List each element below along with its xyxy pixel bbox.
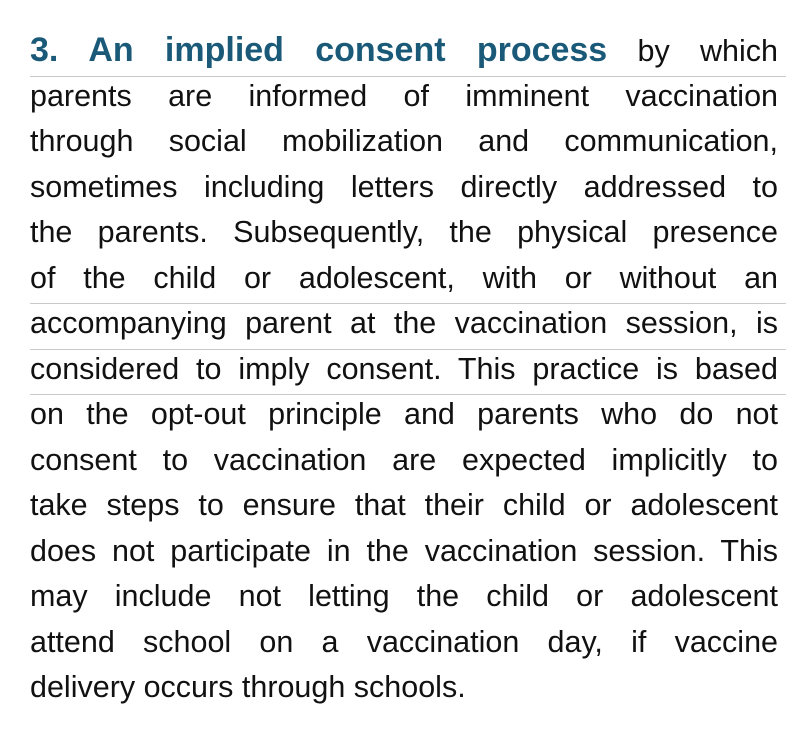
paragraph-line-10: consent to vaccination are expected implicitly to: [30, 442, 778, 477]
paragraph-line-14: attend school on a vaccination day, if vaccine: [30, 624, 778, 659]
paragraph-line-11: take steps to ensure that their child or adolescent: [30, 488, 778, 522]
paragraph-line-1: [30, 28, 778, 74]
paragraph-line-9: on the opt-out principle and parents who do not: [30, 392, 778, 438]
paragraph-line-5: the parents. Subsequently, the physical presence: [30, 215, 778, 249]
paragraph-line-7: accompanying parent at the vaccination session, is: [30, 301, 778, 347]
section-heading: 3. An implied consent process: [30, 31, 608, 69]
paragraph-line-6: of the child or adolescent, with or without an: [30, 260, 778, 295]
paragraph-line-15: delivery occurs through schools.: [30, 670, 466, 704]
paragraph-line-13: may include not letting the child or adolescent: [30, 579, 778, 613]
paragraph-line-3: through social mobilization and communication,: [30, 124, 778, 158]
line-text: by which: [637, 34, 778, 68]
paragraph-line-12: does not participate in the vaccination session. This: [30, 533, 778, 568]
paragraph-line-2: parents are informed of imminent vaccination: [30, 74, 778, 120]
document-excerpt: [30, 28, 778, 711]
paragraph-line-8: considered to imply consent. This practice is based: [30, 347, 778, 393]
paragraph-line-4: sometimes including letters directly addressed to: [30, 169, 778, 204]
